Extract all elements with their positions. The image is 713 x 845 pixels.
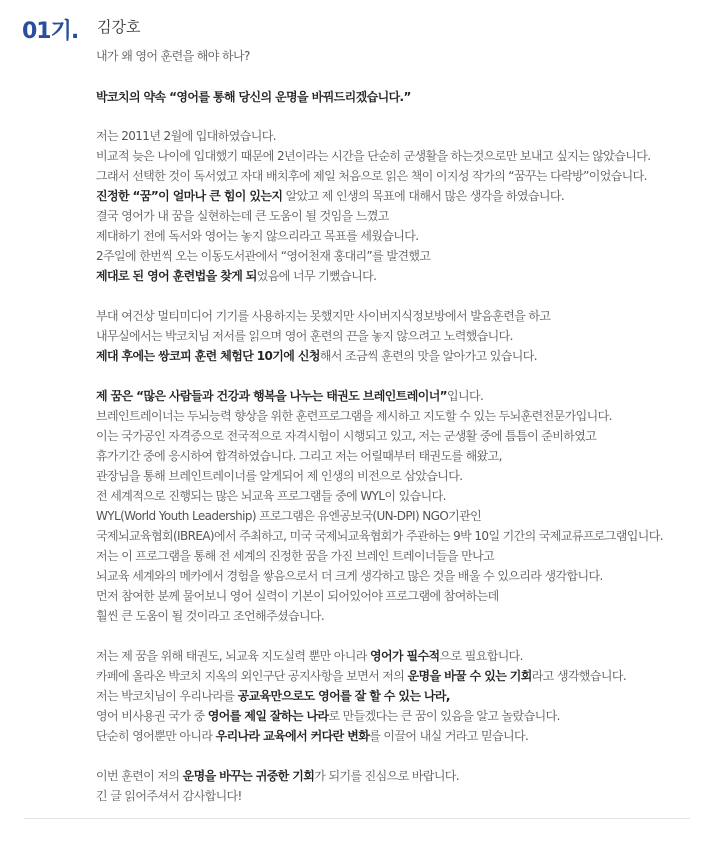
line-text: 브레인트레이너는 두뇌능력 향상을 위한 훈련프로그램을 제시하고 지도할 수 있는 두뇌훈련전문가입니다.: [96, 409, 612, 423]
line-text: 뇌교육 세계와의 메카에서 경험을 쌓음으로서 더 크게 생각하고 많은 것을 배울 수 있으리라 생각합니다.: [96, 569, 603, 583]
essay-line: [96, 386, 483, 406]
line-text: 라고 생각했습니다.: [531, 669, 627, 683]
essay-line: [96, 586, 499, 606]
line-text: 가 되기를 진심으로 바랍니다.: [314, 769, 460, 783]
essay-line: [96, 226, 419, 246]
essay-promise: 박코치의 약속 “영어를 통해 당신의 운명을 바꿔드리겠습니다.”: [96, 90, 411, 104]
essay-line: [96, 166, 647, 186]
essay-line: [96, 306, 550, 326]
line-text: 으로 필요합니다.: [439, 649, 523, 663]
essay-line: [96, 266, 376, 286]
line-text: 이번 훈련이 저의: [96, 769, 183, 783]
emphasis-text: 영어를 제일 잘하는 나라: [207, 709, 329, 723]
essay-line: [96, 446, 502, 466]
essay-line: [96, 506, 481, 526]
essay-line: [96, 126, 276, 146]
line-text: 입니다.: [446, 389, 484, 403]
emphasis-text: 진정한 “꿈”이 얼마나 큰 힘이 있는지: [96, 189, 283, 203]
line-text: 저는 이 프로그램을 통해 전 세계의 진정한 꿈을 가진 브레인 트레이너들을 만나고: [96, 549, 495, 563]
line-text: 그래서 선택한 것이 독서였고 자대 배치후에 제일 처음으로 읽은 책이 이지성 작가의 “꿈꾸는 다락방”이었습니다.: [96, 169, 647, 183]
essay-question: 내가 왜 영어 훈련을 해야 하나?: [96, 49, 250, 63]
emphasis-text: 제 꿈은 “많은 사람들과 건강과 행복을 나누는 태권도 브레인트레이너”: [96, 389, 447, 403]
line-text: 전 세계적으로 진행되는 많은 뇌교육 프로그램들 중에 WYL이 있습니다.: [96, 489, 446, 503]
essay-line: [96, 206, 389, 226]
line-text: 내무실에서는 박코치님 저서를 읽으며 영어 훈련의 끈을 놓지 않으려고 노력했습니다.: [96, 329, 513, 343]
essay-line: [96, 146, 650, 166]
line-text: 저는 제 꿈을 위해 태권도, 뇌교육 지도실력 뿐만 아니라: [96, 649, 370, 663]
line-text: 국제뇌교육협회(IBREA)에서 주최하고, 미국 국제뇌교육협회가 주관하는 9박 10일 기간의 국제교류프로그램입니다.: [96, 529, 663, 543]
author-name: 김강호: [97, 18, 141, 36]
essay-line: [96, 726, 528, 746]
emphasis-text: 영어가 필수적: [369, 649, 440, 663]
essay-line: [96, 706, 560, 726]
essay-line: [96, 486, 446, 506]
line-text: 비교적 늦은 나이에 입대했기 때문에 2년이라는 시간을 단순히 군생활을 하는것으로만 보내고 싶지는 않았습니다.: [96, 149, 651, 163]
entry-number: 01기.: [22, 19, 79, 44]
line-text: 결국 영어가 내 꿈을 실현하는데 큰 도움이 될 것임을 느꼈고: [96, 209, 389, 223]
essay-line: [96, 466, 462, 486]
essay-line: [96, 646, 523, 666]
essay-line: [96, 606, 324, 626]
line-text: 로 만들겠다는 큰 꿈이 있음을 알고 놀랐습니다.: [328, 709, 560, 723]
line-text: 영어 비사용권 국가 중: [96, 709, 208, 723]
line-text: WYL(World Youth Leadership) 프로그램은 유엔공보국(UN-DPI) NGO기관인: [96, 509, 482, 523]
emphasis-text: 제대 후에는 쌍코피 훈련 체험단 10기에 신청: [96, 349, 320, 363]
entry-header: [0, 10, 713, 44]
line-text: 해서 조금씩 훈련의 맛을 알아가고 있습니다.: [319, 349, 537, 363]
line-text: 단순히 영어뿐만 아니라: [96, 729, 216, 743]
bottom-divider: [24, 818, 690, 819]
essay-line: [96, 666, 626, 686]
essay-line: [96, 566, 603, 586]
line-text: 2주일에 한번씩 오는 이동도서관에서 “영어천재 홍대리”를 발견했고: [96, 249, 431, 263]
line-text: 를 이끌어 내실 거라고 믿습니다.: [369, 729, 529, 743]
essay-line: [96, 346, 537, 366]
line-text: 휴가기간 중에 응시하여 합격하였습니다. 그리고 저는 어릴때부터 태권도를 해왔고,: [96, 449, 502, 463]
essay-line: [96, 766, 459, 786]
emphasis-text: 운명을 바꾸는 귀중한 기회: [182, 769, 315, 783]
essay-line: [96, 786, 242, 806]
essay-line: [96, 186, 564, 206]
line-text: 먼저 참여한 분께 물어보니 영어 실력이 기본이 되어있어야 프로그램에 참여하는데: [96, 589, 499, 603]
essay-line: [96, 686, 450, 706]
line-text: 알았고 제 인생의 목표에 대해서 많은 생각을 하였습니다.: [282, 189, 565, 203]
line-text: 이는 국가공인 자격증으로 전국적으로 자격시험이 시행되고 있고, 저는 군생활 중에 틈틈이 준비하였고: [96, 429, 597, 443]
line-text: 저는 2011년 2월에 입대하였습니다.: [96, 129, 276, 143]
essay-line: [96, 426, 596, 446]
line-text: 었음에 너무 기뻤습니다.: [256, 269, 377, 283]
essay-line: [96, 246, 430, 266]
essay-line: [96, 526, 663, 546]
emphasis-text: 운명을 바꿀 수 있는 기회: [407, 669, 532, 683]
emphasis-text: 제대로 된 영어 훈련법을 찾게 되: [96, 269, 257, 283]
line-text: 긴 글 읽어주셔서 감사합니다!: [96, 789, 242, 803]
essay-line: [96, 326, 513, 346]
emphasis-text: 우리나라 교육에서 커다란 변화: [215, 729, 370, 743]
essay-line: [96, 546, 494, 566]
line-text: 제대하기 전에 독서와 영어는 놓지 않으리라고 목표를 세웠습니다.: [96, 229, 419, 243]
line-text: 관장님을 통해 브레인트레이너를 알게되어 제 인생의 비전으로 삼았습니다.: [96, 469, 463, 483]
emphasis-text: 공교육만으로도 영어를 잘 할 수 있는 나라,: [237, 689, 450, 703]
line-text: 저는 박코치님이 우리나라를: [96, 689, 238, 703]
essay-line: [96, 406, 612, 426]
line-text: 훨씬 큰 도움이 될 것이라고 조언해주셨습니다.: [96, 609, 325, 623]
line-text: 부대 여건상 멀티미디어 기기를 사용하지는 못했지만 사이버지식정보방에서 발음훈련을 하고: [96, 309, 551, 323]
line-text: 카페에 올라온 박코치 지옥의 외인구단 공지사항을 보면서 저의: [96, 669, 408, 683]
